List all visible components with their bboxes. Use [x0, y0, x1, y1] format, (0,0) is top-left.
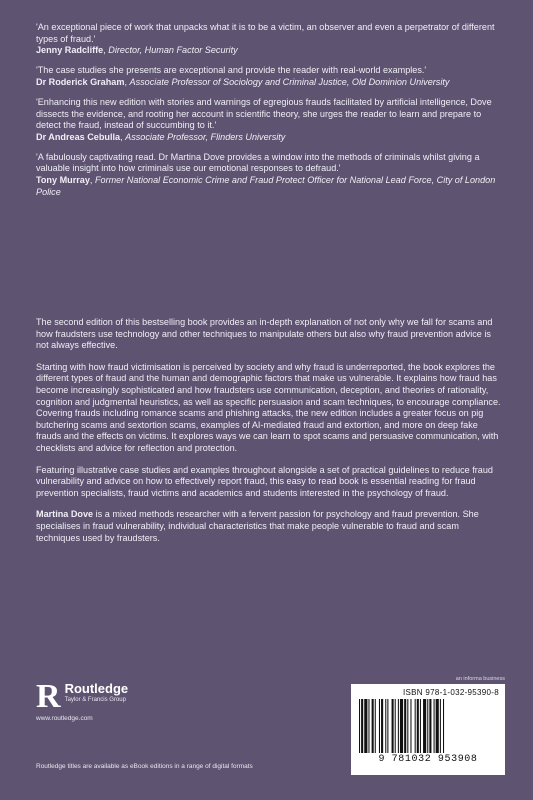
quote-role: Director, Human Factor Security — [108, 45, 238, 56]
quote-text: 'An exceptional piece of work that unpacks what it is to be a victim, an observer and even a perpetrator of different types of fraud.' — [36, 22, 495, 44]
quote-text: 'A fabulously captivating read. Dr Martina Dove provides a window into the methods of criminals whilst giving a valuable insight into how criminals use our emotional responses to defraud.' — [36, 151, 480, 174]
publisher-name: Routledge — [64, 681, 129, 696]
endorsements — [36, 22, 503, 317]
quote-role: Associate Professor, Flinders University — [125, 131, 286, 142]
endorsement-3: 'Enhancing this new edition with stories and warnings of egregious frauds facilitated by artificial intelligence, Dove dissects the evidence, and rooting her account in scientific theory, she urges the reader to learn and prepare to detect the fraud, instead of succumbing to it.' Dr Andreas Cebulla, Associate Professor, Flinders University — [36, 97, 503, 143]
blurb-paragraph-1: The second edition of this bestselling book provides an in-depth explanation of not only why we fall for scams and how fraudsters use technology and other techniques to manipulate others but also why fraud prevention advice is not always effective. — [36, 317, 493, 351]
ebook-note: Routledge titles are available as eBook editions in a range of digital formats — [36, 763, 253, 770]
author-bio-text: is a mixed methods researcher with a fervent passion for psychology and fraud prevention. She specialises in fraud vulnerability, individual characteristics that make people vulnerable to fraud and scam techniques used by fraudsters. — [36, 509, 479, 543]
quote-text: 'The case studies she presents are exceptional and provide the reader with real-world examples.' — [36, 65, 427, 76]
quote-text: 'Enhancing this new edition with stories and warnings of egregious frauds facilitated by artificial intelligence, Dove dissects the evidence, and rooting her account in scientific theory, she urges the reader to learn and prepare to detect the fraud, instead of succumbing to it.' — [36, 96, 492, 131]
endorsement-1: 'An exceptional piece of work that unpacks what it is to be a victim, an observer and even a perpetrator of different types of fraud.' Jenny Radcliffe, Director, Human Factor Security — [36, 22, 503, 57]
quote-author: Dr Roderick Graham — [36, 76, 125, 87]
informa-label: an informa business — [455, 676, 505, 682]
quote-author: Jenny Radcliffe — [36, 45, 104, 56]
barcode-block — [351, 676, 505, 775]
author-name: Martina Dove — [36, 509, 94, 520]
author-bio — [36, 509, 503, 544]
blurb-paragraph-3: Featuring illustrative case studies and examples throughout alongside a set of practical guidelines to reduce fraud vulnerability and advice on how to effectively report fraud, this easy to read book is essential reading for fraud prevention specialists, fraud victims and academics and students interested in the psychology of fraud. — [36, 464, 493, 498]
quote-role: Associate Professor of Sociology and Criminal Justice, Old Dominion University — [129, 76, 450, 87]
endorsement-4: 'A fabulously captivating read. Dr Martina Dove provides a window into the methods of criminals whilst giving a valuable insight into how criminals use our emotional responses to defraud.' Tony Murray, Former National Economic Crime and Fraud Protect Officer for National Lead Force, City of London Police — [36, 152, 503, 198]
quote-role: Former National Economic Crime and Fraud Protect Officer for National Lead Force, City of London Police — [36, 175, 496, 197]
barcode-bars-icon — [357, 699, 499, 753]
quote-author: Tony Murray — [36, 175, 90, 186]
publisher-group: Taylor & Francis Group — [64, 697, 126, 703]
footer — [36, 676, 505, 776]
blurb — [36, 317, 503, 544]
barcode — [351, 684, 505, 775]
endorsement-2: 'The case studies she presents are exceptional and provide the reader with real-world examples.' Dr Roderick Graham, Associate Professor of Sociology and Criminal Justice, Old Dominion University — [36, 65, 503, 88]
isbn-text: ISBN 978-1-032-95390-8 — [403, 688, 499, 697]
publisher-url: www.routledge.com — [36, 715, 93, 722]
blurb-paragraph-2: Starting with how fraud victimisation is perceived by society and why fraud is underreported, the book explores the different types of fraud and the human and demographic factors that make us vulnerable. It explains how fraud has become increasingly sophisticated and how fraudsters use communication, deception, and theories of rationality, cognition and judgmental heuristics, as well as specific persuasion and scam techniques, to encourage compliance. Covering frauds including romance scams and phishing attacks, the new edition includes a greater focus on pig butchering scams and sextortion scams, examples of AI-mediated fraud and extortion, and more on deep fake frauds and the effects on victims. It explores ways we can learn to spot scams and persuasive communication, with checklists and advice for reflection and protection. — [36, 361, 501, 453]
barcode-digits: 9 781032 953908 — [378, 754, 478, 765]
routledge-r-icon: R — [36, 678, 61, 715]
publisher-logo — [36, 678, 129, 715]
quote-author: Dr Andreas Cebulla — [36, 131, 121, 142]
